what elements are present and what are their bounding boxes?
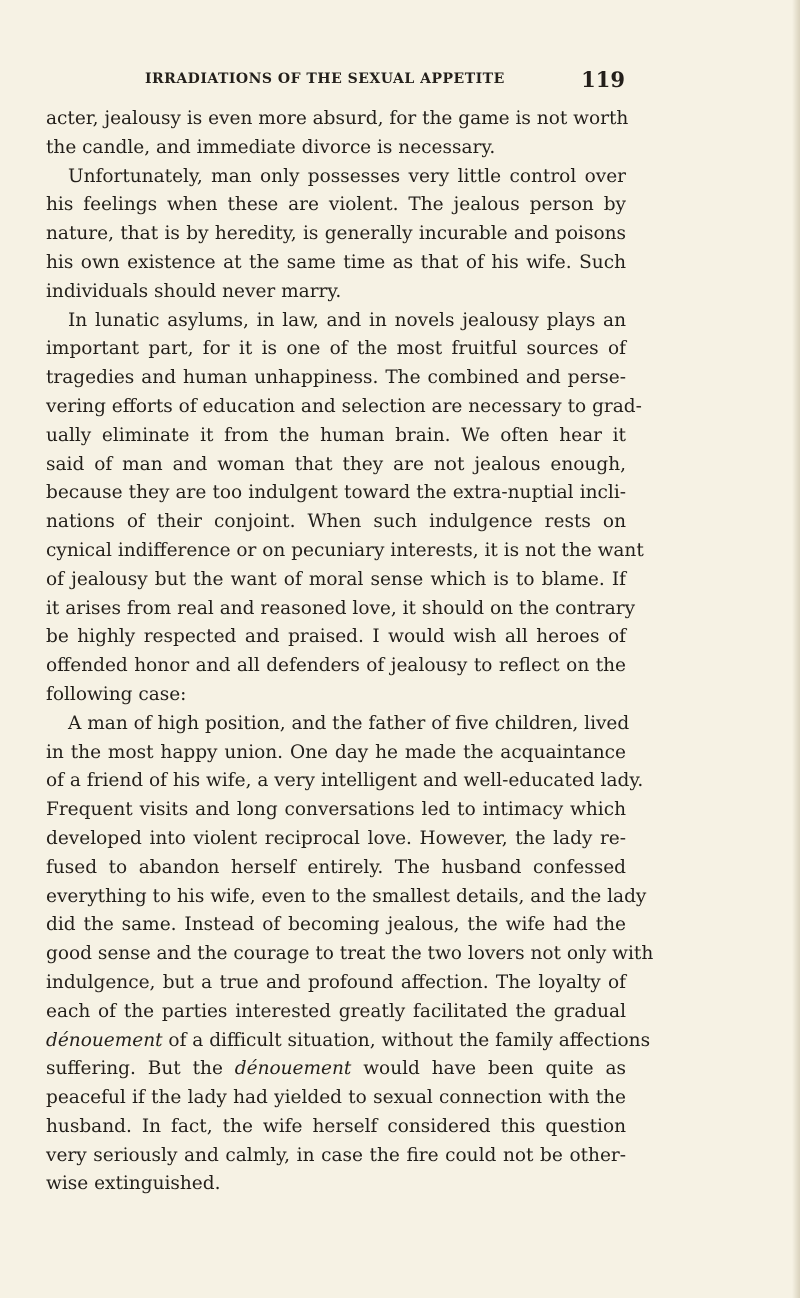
italic-term: dénouement [46, 1029, 163, 1051]
text-line: following case: [46, 683, 187, 705]
text-line: said of man and woman that they are not jealous enough, [46, 453, 626, 475]
text-line: indulgence, but a true and profound affection. The loyalty of [46, 971, 626, 993]
text-line: in the most happy union. One day he made the acquaintance [46, 741, 626, 763]
text-line: fused to abandon herself entirely. The husband confessed [46, 856, 626, 878]
paragraph-start: A man of high position, and the father of five children, lived [68, 712, 630, 734]
text-line: offended honor and all defenders of jealousy to reflect on the [46, 655, 626, 677]
text-line: cynical indifference or on pecuniary interests, it is not the want [46, 539, 644, 561]
text-line-with-italic [46, 1055, 626, 1084]
text-line: ually eliminate it from the human brain. We often hear it [46, 424, 626, 446]
body-text [46, 105, 654, 1199]
text-line: good sense and the courage to treat the two lovers not only with [46, 943, 654, 965]
page-number: 119 [581, 67, 625, 92]
text-line: wise extinguished. [46, 1173, 221, 1195]
text-line: nature, that is by heredity, is generally incurable and poisons [46, 223, 626, 245]
text-line: be highly respected and praised. I would wish all heroes of [46, 626, 626, 648]
running-head-title: IRRADIATIONS OF THE SEXUAL APPETITE [145, 71, 505, 87]
paragraph-start: Unfortunately, man only possesses very little control over [68, 165, 626, 187]
text-line: it arises from real and reasoned love, it should on the contrary [46, 597, 636, 619]
text-line: husband. In fact, the wife herself considered this question [46, 1115, 626, 1137]
line-text: suffering. But the [46, 1058, 235, 1080]
line-text: of a difficult situation, without the family affections [162, 1029, 651, 1051]
text-line: individuals should never marry. [46, 280, 342, 302]
text-line: important part, for it is one of the most fruitful sources of [46, 338, 626, 360]
text-line-with-italic [46, 1027, 651, 1056]
text-line: his feelings when these are violent. The jealous person by [46, 194, 626, 216]
text-line: each of the parties interested greatly facilitated the gradual [46, 1000, 626, 1022]
text-line: of a friend of his wife, a very intelligent and well-educated lady. [46, 770, 644, 792]
text-line: nations of their conjoint. When such indulgence rests on [46, 511, 626, 533]
text-line: because they are too indulgent toward the extra-nuptial incli- [46, 482, 626, 504]
page-edge-shadow [792, 0, 800, 1298]
line-text: would have been quite as [351, 1058, 626, 1080]
text-line: developed into violent reciprocal love. However, the lady re- [46, 827, 626, 849]
running-header [145, 67, 625, 97]
paragraph-start: In lunatic asylums, in law, and in novels jealousy plays an [68, 309, 626, 331]
text-line: of jealousy but the want of moral sense which is to blame. If [46, 568, 626, 590]
text-line: tragedies and human unhappiness. The combined and perse- [46, 367, 626, 389]
text-line: did the same. Instead of becoming jealous, the wife had the [46, 914, 626, 936]
text-line: very seriously and calmly, in case the fire could not be other- [46, 1144, 626, 1166]
text-line: vering efforts of education and selection are necessary to grad- [46, 395, 642, 417]
text-line: everything to his wife, even to the smallest details, and the lady [46, 885, 647, 907]
text-line: his own existence at the same time as that of his wife. Such [46, 251, 626, 273]
italic-term: dénouement [234, 1058, 352, 1080]
text-line: Frequent visits and long conversations led to intimacy which [46, 799, 626, 821]
text-line: the candle, and immediate divorce is necessary. [46, 136, 496, 158]
text-line: acter, jealousy is even more absurd, for the game is not worth [46, 108, 629, 129]
text-line: peaceful if the lady had yielded to sexual connection with the [46, 1087, 626, 1109]
